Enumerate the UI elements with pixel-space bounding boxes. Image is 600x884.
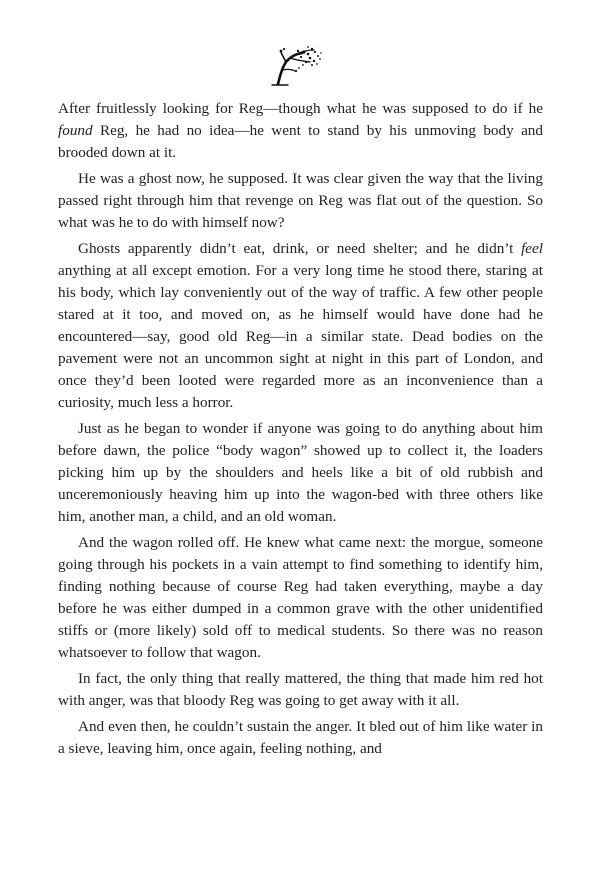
chapter-text bbox=[58, 98, 543, 760]
tree-ornament-icon bbox=[268, 44, 324, 86]
emphasis-text: found bbox=[58, 122, 93, 139]
emphasis-text: feel bbox=[521, 240, 543, 257]
paragraph-text: Just as he began to wonder if anyone was going to do anything about him before dawn, the police “body wagon” showed up to collect it, the loaders picking him up by the shoulders and heels like a bit of old rubbish and unceremoniously heaving him up into the wagon-bed with three others like him, another man, a child, and an old woman. bbox=[58, 420, 543, 525]
paragraph-text: And the wagon rolled off. He knew what came next: the morgue, someone going through his pockets in a vain attempt to find something to identify him, finding nothing because of course Reg had taken everything, maybe a day before he was either dumped in a common grave with the other unidentified stiffs or (more likely) sold off to medical students. So there was no reason whatsoever to follow that wagon. bbox=[58, 534, 543, 661]
paragraph bbox=[58, 98, 543, 164]
paragraph-text: In fact, the only thing that really mattered, the thing that made him red hot with anger, was that bloody Reg was going to get away with it all. bbox=[58, 670, 543, 709]
paragraph-text: Reg, he had no idea—he went to stand by his unmoving body and brooded down at it. bbox=[58, 122, 543, 161]
paragraph-text: And even then, he couldn’t sustain the anger. It bled out of him like water in a sieve, leaving him, once again, feeling nothing, and bbox=[58, 718, 543, 757]
paragraph-text: Ghosts apparently didn’t eat, drink, or need shelter; and he didn’t bbox=[78, 240, 522, 257]
paragraph-text: He was a ghost now, he supposed. It was clear given the way that the living passed right through him that revenge on Reg was flat out of the question. So what was he to do with himself now? bbox=[58, 170, 543, 231]
paragraph-text: After fruitlessly looking for Reg—though what he was supposed to do if he bbox=[58, 100, 543, 117]
paragraph bbox=[58, 418, 543, 528]
paragraph bbox=[58, 716, 543, 760]
paragraph bbox=[58, 168, 543, 234]
paragraph bbox=[58, 238, 543, 414]
paragraph-text: anything at all except emotion. For a very long time he stood there, staring at his body, which lay conveniently out of the way of traffic. A few other people stared at it too, and moved on, as he himself would have done had he encountered—say, good old Reg—in a similar state. Dead bodies on the pavement were not an uncommon sight at night in this part of London, and once they’d been looted were regarded more as an inconvenience than a curiosity, much less a horror. bbox=[58, 262, 543, 411]
paragraph bbox=[58, 532, 543, 664]
paragraph bbox=[58, 668, 543, 712]
